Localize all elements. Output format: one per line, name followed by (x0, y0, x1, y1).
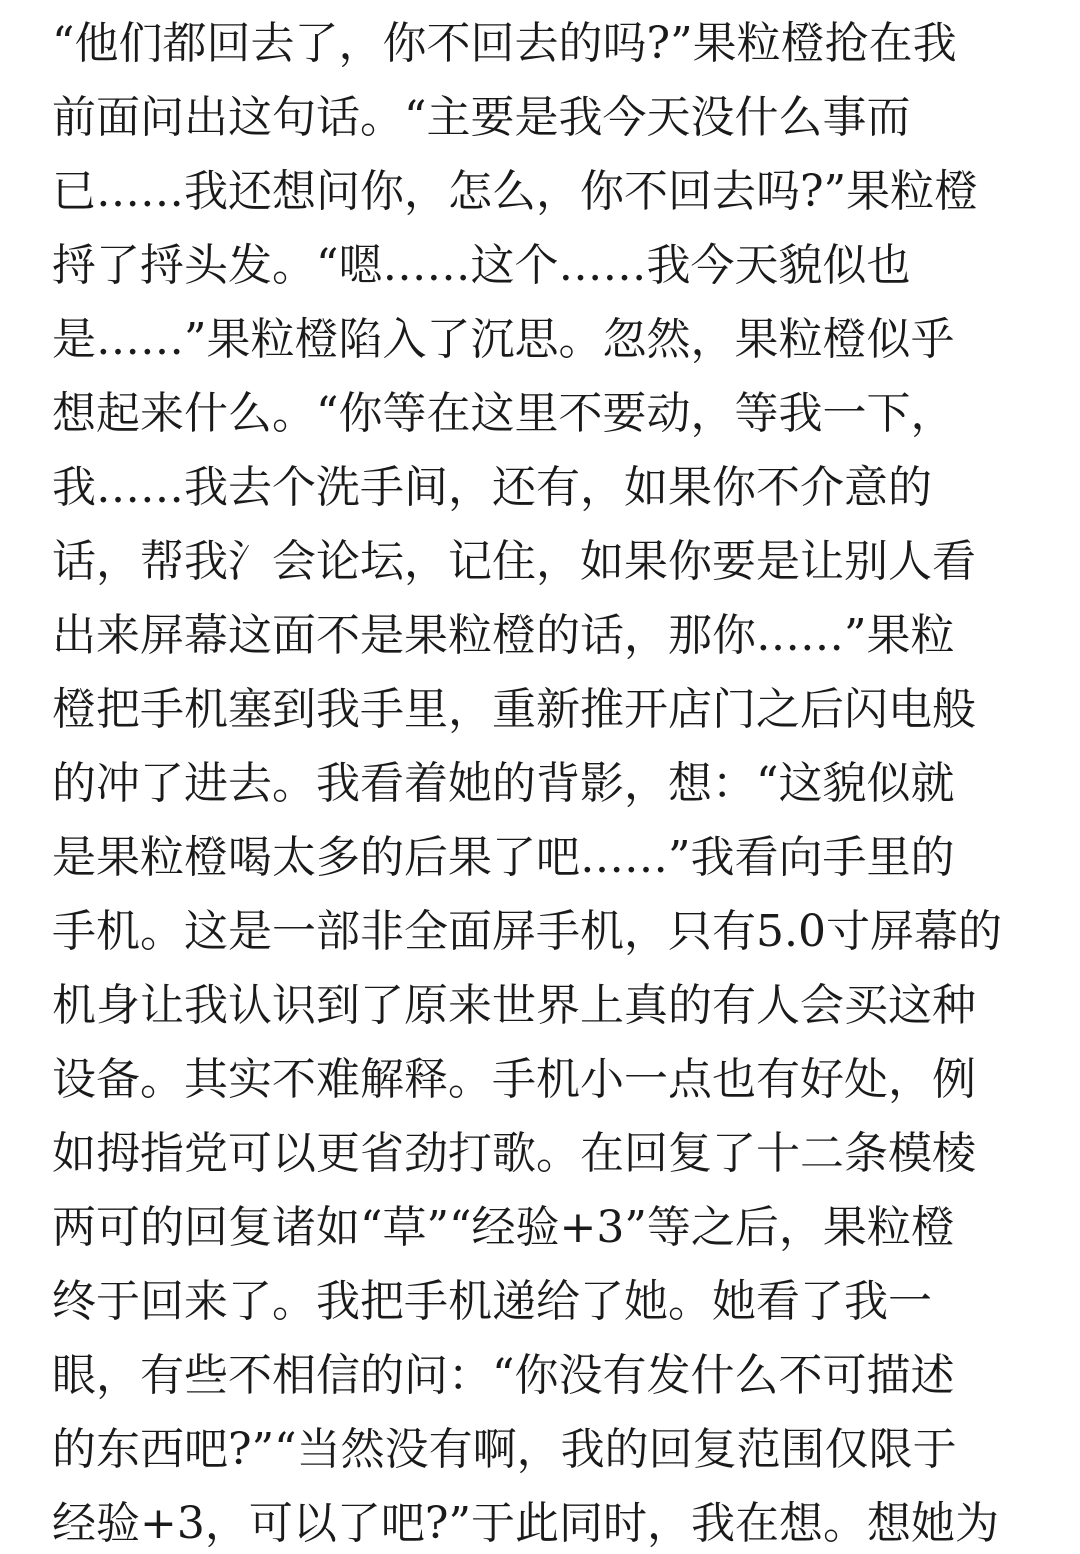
text-line: 两可的回复诸如“草”“经验+3”等之后，果粒橙 (52, 1202, 955, 1253)
text-line: 眼，有些不相信的问：“你没有发什么不可描述 (52, 1350, 955, 1401)
text-line: 已……我还想问你，怎么，你不回去吗?”果粒橙 (52, 166, 979, 217)
text-line: 设备。其实不难解释。手机小一点也有好处，例 (52, 1054, 976, 1105)
text-line: 终于回来了。我把手机递给了她。她看了我一 (52, 1276, 932, 1327)
text-line: 出来屏幕这面不是果粒橙的话，那你……”果粒 (52, 610, 955, 661)
text-line: “他们都回去了，你不回去的吗?”果粒橙抢在我 (52, 18, 957, 69)
text-line: 想起来什么。“你等在这里不要动，等我一下， (52, 388, 955, 439)
text-line: 机身让我认识到了原来世界上真的有人会买这种 (52, 980, 976, 1031)
text-line: 是果粒橙喝太多的后果了吧……”我看向手里的 (52, 832, 955, 883)
text-line: 的东西吧?”“当然没有啊，我的回复范围仅限于 (52, 1424, 957, 1475)
text-line: 是……”果粒橙陷入了沉思。忽然，果粒橙似乎 (52, 314, 955, 365)
text-line: 手机。这是一部非全面屏手机，只有5.0寸屏幕的 (52, 906, 1002, 957)
text-line: 前面问出这句话。“主要是我今天没什么事而 (52, 92, 911, 143)
text-line: 的冲了进去。我看着她的背影，想：“这貌似就 (52, 758, 955, 809)
text-line: 捋了捋头发。“嗯……这个……我今天貌似也 (52, 240, 911, 291)
text-line: 话，帮我氵会论坛，记住，如果你要是让别人看 (52, 536, 976, 587)
text-line: 橙把手机塞到我手里，重新推开店门之后闪电般 (52, 684, 976, 735)
text-line: 如拇指党可以更省劲打歌。在回复了十二条模棱 (52, 1128, 976, 1179)
text-line: 我……我去个洗手间，还有，如果你不介意的 (52, 462, 932, 513)
text-line: 经验+3，可以了吧?”于此同时，我在想。想她为 (52, 1498, 999, 1549)
